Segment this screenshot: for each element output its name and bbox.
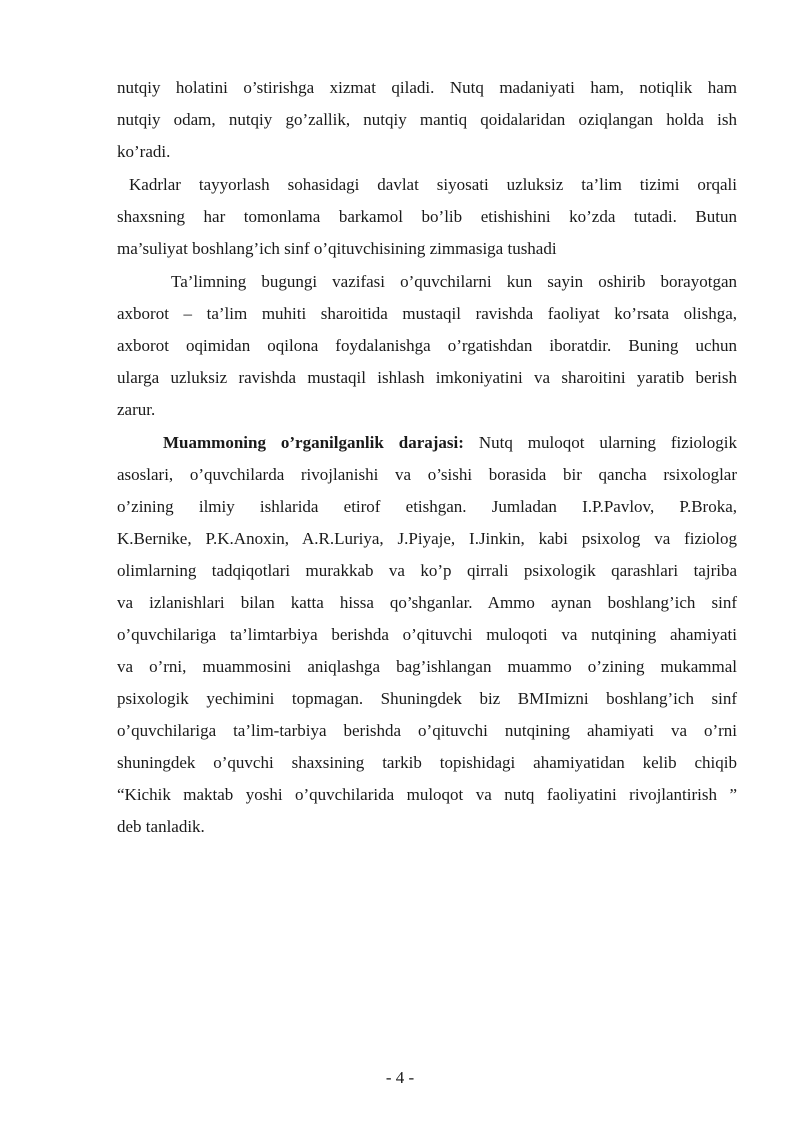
text-line: zarur.: [117, 400, 156, 419]
text-line: va o’rni, muammosini aniqlashga bag’ishlangan muammo o’zining mukammal: [117, 657, 737, 676]
text-line: Kadrlar tayyorlash sohasidagi davlat siyosati uzluksiz ta’lim tizimi orqali: [129, 175, 737, 194]
text-line: o’quvchilariga ta’lim-tarbiya berishda o’qituvchi nutqining ahamiyati va o’rni: [117, 721, 737, 740]
page-number: - 4 -: [385, 1068, 415, 1087]
heading-line-rest: Nutq muloqot ularning fiziologik: [463, 433, 737, 452]
text-line: o’zining ilmiy ishlarida etirof etishgan. Jumladan I.P.Pavlov, P.Broka,: [117, 497, 737, 516]
text-line: nutqiy holatini o’stirishga xizmat qiladi. Nutq madaniyati ham, notiqlik ham: [117, 78, 737, 97]
text-line: nutqiy odam, nutqiy go’zallik, nutqiy mantiq qoidalaridan oziqlangan holda ish: [117, 110, 737, 129]
text-line: shaxsning har tomonlama barkamol bo’lib etishishini ko’zda tutadi. Butun: [117, 207, 737, 226]
text-line: o’quvchilariga ta’limtarbiya berishda o’qituvchi muloqoti va nutqining ahamiyati: [117, 625, 737, 644]
text-line: shuningdek o’quvchi shaxsining tarkib topishidagi ahamiyatidan kelib chiqib: [117, 753, 737, 772]
text-line: axborot – ta’lim muhiti sharoitida mustaqil ravishda faoliyat ko’rsata olishga,: [117, 304, 737, 323]
text-line: axborot oqimidan oqilona foydalanishga o’rgatishdan iboratdir. Buning uchun: [117, 336, 737, 355]
text-line: ularga uzluksiz ravishda mustaqil ishlash imkoniyatini va sharoitini yaratib berish: [117, 368, 737, 387]
text-line: Ta’limning bugungi vazifasi o’quvchilarni kun sayin oshirib borayotgan: [171, 272, 737, 291]
section-heading: Muammoning o’rganilganlik darajasi:: [163, 433, 464, 452]
text-line: psixologik yechimini topmagan. Shuningdek biz BMImizni boshlang’ich sinf: [117, 689, 737, 708]
text-line: deb tanladik.: [117, 817, 205, 836]
text-line: K.Bernike, P.K.Anoxin, A.R.Luriya, J.Piyaje, I.Jinkin, kabi psixolog va fiziolog: [117, 529, 737, 548]
heading-line: [163, 427, 737, 459]
text-line: ma’suliyat boshlang’ich sinf o’qituvchisining zimmasiga tushadi: [117, 239, 557, 258]
text-line: olimlarning tadqiqotlari murakkab va ko’p qirrali psixologik qarashlari tajriba: [117, 561, 737, 580]
text-line: “Kichik maktab yoshi o’quvchilarida muloqot va nutq faoliyatini rivojlantirish ”: [117, 785, 737, 804]
text-line: ko’radi.: [117, 142, 171, 161]
text-line: va izlanishlari bilan katta hissa qo’shganlar. Ammo aynan boshlang’ich sinf: [117, 593, 737, 612]
text-line: asoslari, o’quvchilarda rivojlanishi va o’sishi borasida bir qancha rsixologlar: [117, 465, 737, 484]
